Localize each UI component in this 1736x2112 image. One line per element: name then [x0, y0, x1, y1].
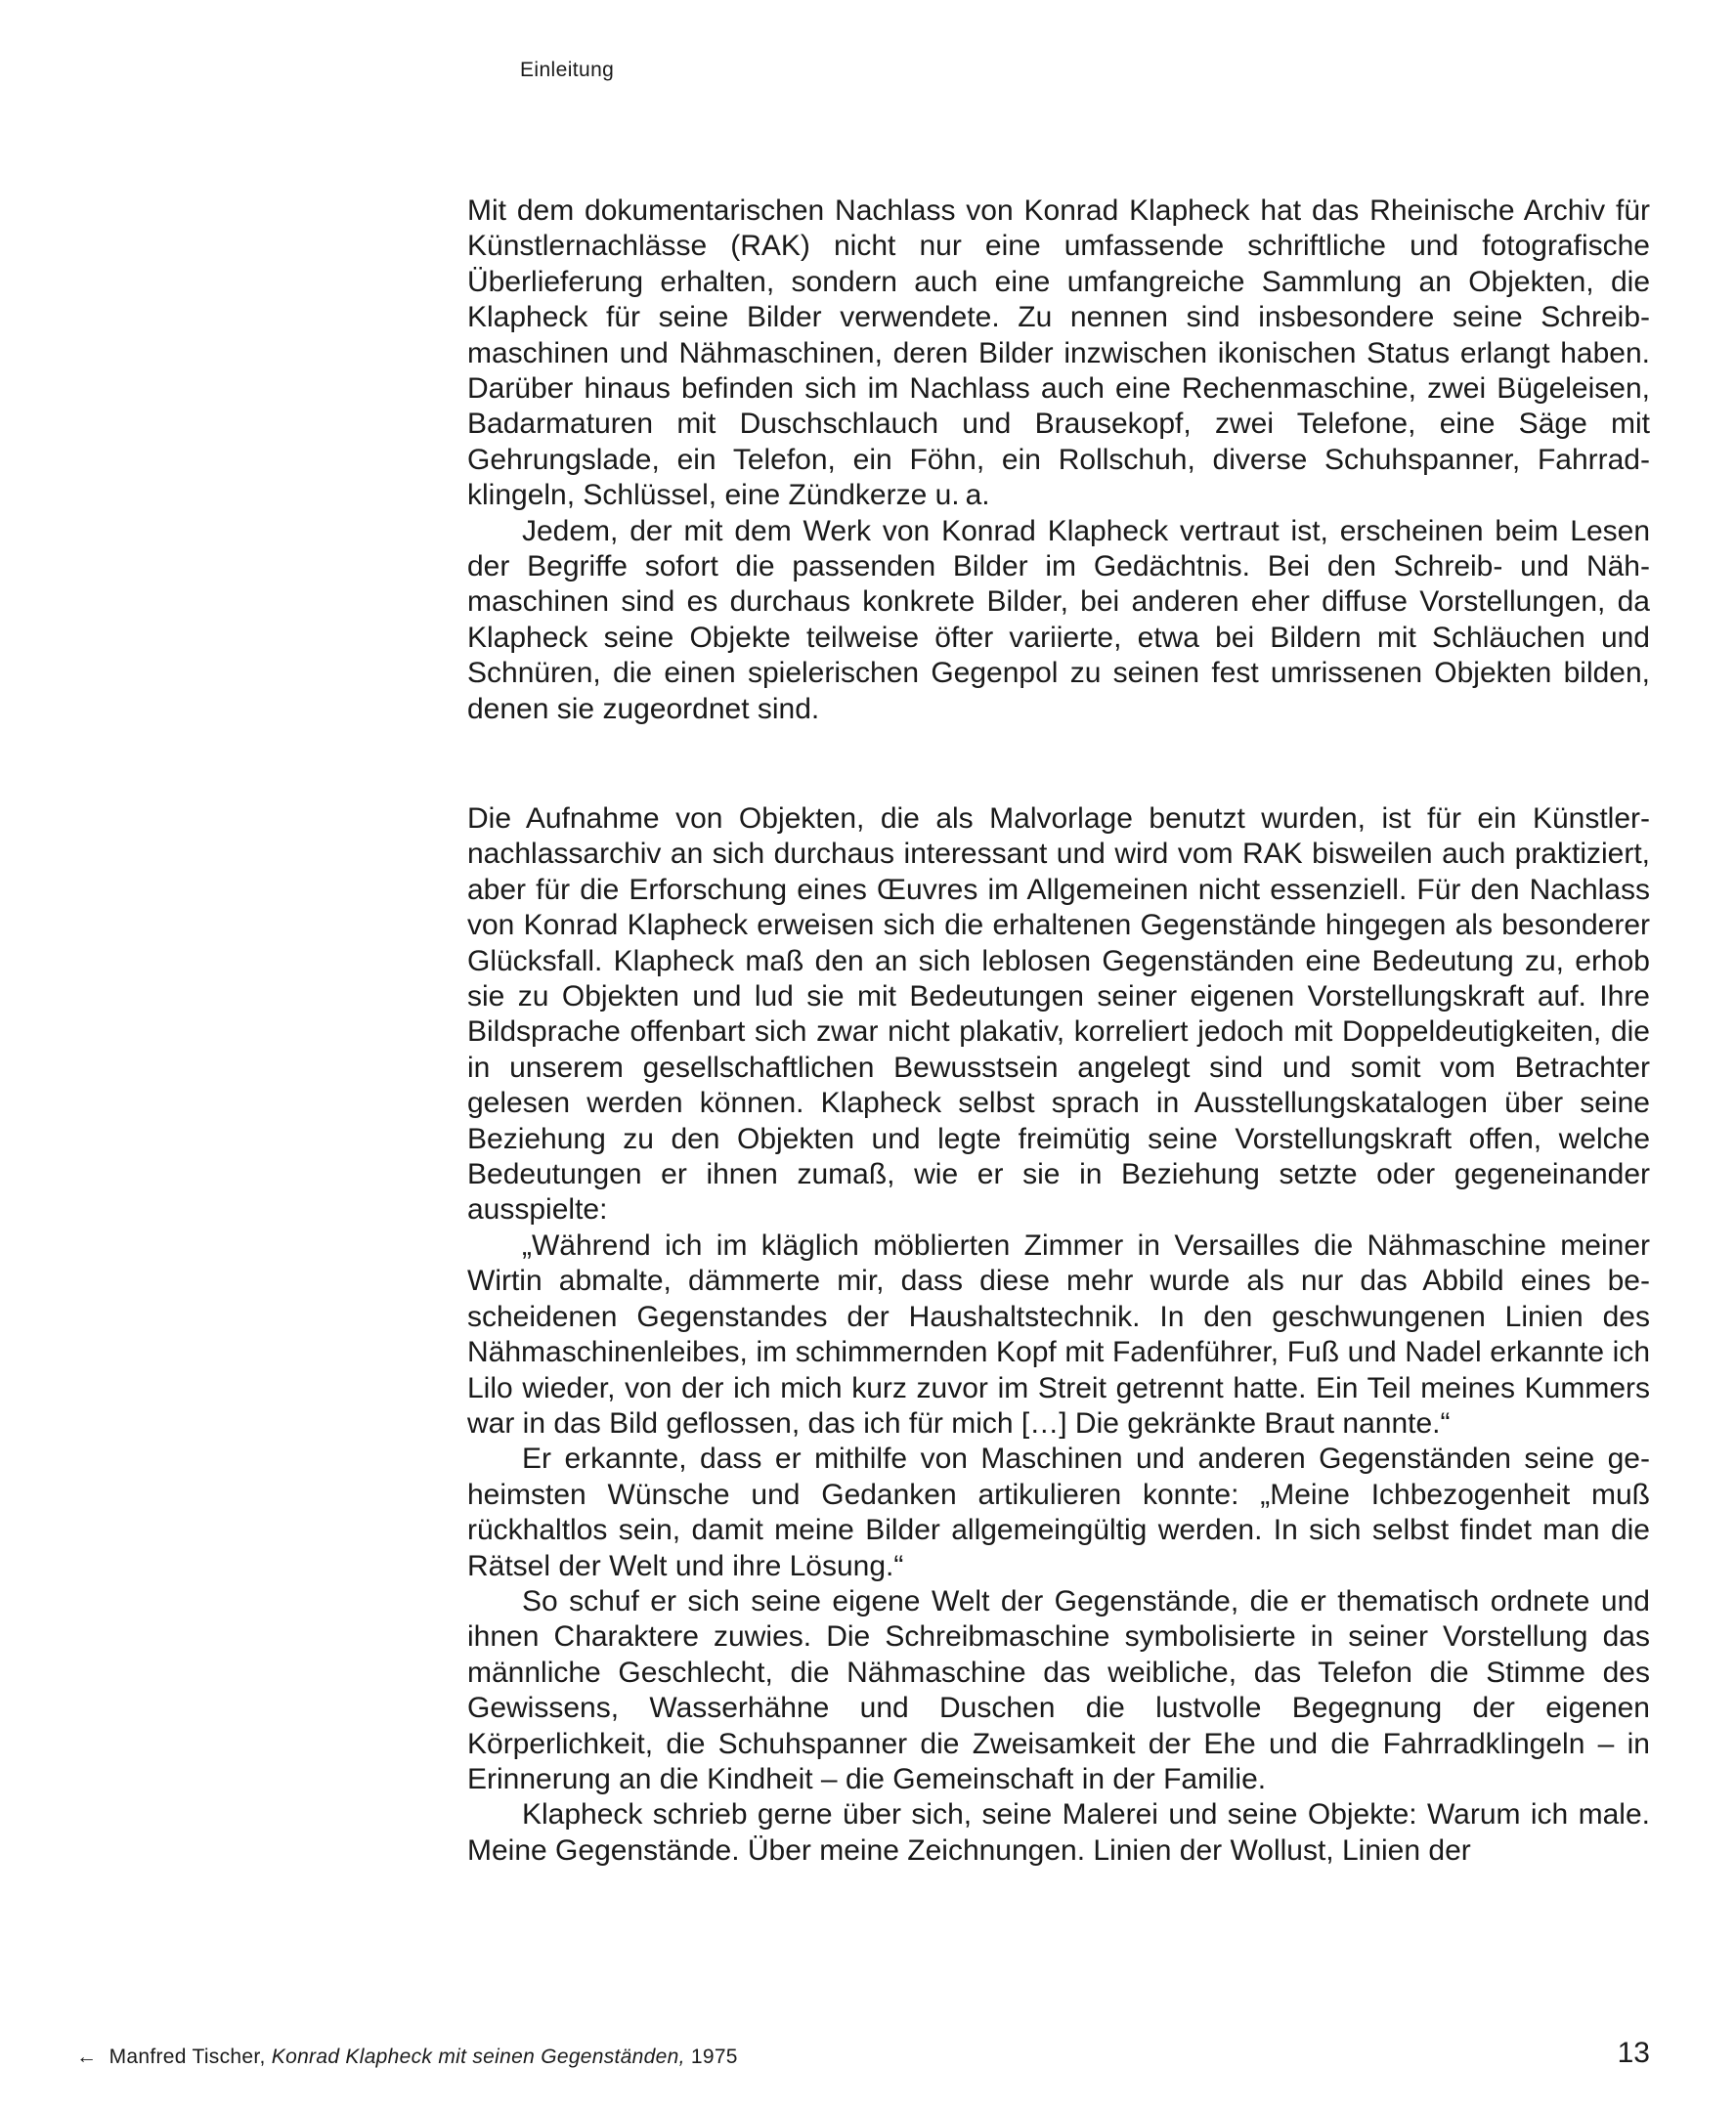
paragraph: Die Aufnahme von Objekten, die als Malvorlage benutzt wurden, ist für ein Künstlernachlassarchiv an sich durchaus interessant und wird vom RAK bisweilen auch praktiziert, aber für die Erforschung eines Œuvres im Allgemeinen nicht essenziell. Für den Nachlass von Konrad Klapheck erweisen sich die erhaltenen Gegenstände hingegen als besonderer Glücksfall. Klapheck maß den an sich leblosen Gegenständen eine Bedeutung zu, erhob sie zu Objekten und lud sie mit Bedeutungen seiner eigenen Vorstellungskraft auf. Ihre Bildsprache offenbart sich zwar nicht plakativ, korreliert jedoch mit Doppeldeutigkeiten, die in unserem gesellschaftlichen Bewusstsein angelegt sind und somit vom Betrachter gelesen werden können. Klapheck selbst sprach in Ausstellungskatalogen über seine Beziehung zu den Objekten und legte freimütig seine Vorstellungskraft offen, welche Bedeutungen er ihnen zumaß, wie er sie in Beziehung setzte oder gegeneinander ausspielte:: [467, 802, 1650, 1227]
left-arrow-icon: ←: [76, 2046, 98, 2068]
caption-title: Konrad Klapheck mit seinen Gegenständen,: [271, 2046, 685, 2068]
running-header: Einleitung: [520, 59, 615, 81]
paragraph: Er erkannte, dass er mithilfe von Maschinen und anderen Gegenständen seine geheimsten Wünsche und Gedanken artikulieren konnte: „Meine Ichbezogenheit muß rückhaltlos sein, damit meine Bilder allgemeingültig werden. In sich selbst findet man die Rätsel der Welt und ihre Lösung.“: [467, 1443, 1650, 1582]
quote-paragraph: „Während ich im kläglich möblierten Zimmer in Versailles die Nähmaschine meiner Wirtin abmalte, dämmerte mir, dass diese mehr wurde als nur das Abbild eines bescheidenen Gegenstandes der Haushaltstechnik. In den geschwungenen Linien des Nähmaschinenleibes, im schimmernden Kopf mit Fadenführer, Fuß und Nadel erkannte ich Lilo wieder, von der ich mich kurz zuvor im Streit getrennt hatte. Ein Teil meines Kummers war in das Bild geflossen, das ich für mich […] Die gekränkte Braut nannte.“: [467, 1228, 1650, 1440]
page-number: 13: [1617, 2037, 1650, 2069]
image-caption: [76, 2046, 738, 2069]
text-section-2: [467, 801, 1650, 1869]
paragraph: Jedem, der mit dem Werk von Konrad Klapheck vertraut ist, erscheinen beim Lesen der Begriffe sofort die passenden Bilder im Gedächtnis. Bei den Schreib- und Nähmaschinen sind es durchaus konkrete Bilder, bei anderen eher diffuse Vorstellungen, da Klapheck seine Objekte teilweise öfter variierte, etwa bei Bildern mit Schläuchen und Schnüren, die einen spielerischen Gegenpol zu seinen fest umrissenen Objekten bilden, denen sie zugeordnet sind.: [467, 514, 1650, 725]
paragraph: Mit dem dokumentarischen Nachlass von Konrad Klapheck hat das Rheinische Archiv für Künstlernachlässe (RAK) nicht nur eine umfassende schriftliche und fotografische Überlieferung erhalten, sondern auch eine umfangreiche Sammlung an Objekten, die Klapheck für seine Bilder verwendete. Zu nennen sind insbesondere seine Schreibmaschinen und Nähmaschinen, deren Bilder inzwischen ikonischen Status erlangt haben. Darüber hinaus befinden sich im Nachlass auch eine Rechenmaschine, zwei Bügeleisen, Badarmaturen mit Duschschlauch und Brausekopf, zwei Telefone, eine Säge mit Gehrungslade, ein Telefon, ein Föhn, ein Rollschuh, diverse Schuhspanner, Fahrradklingeln, Schlüssel, eine Zündkerze u. a.: [467, 194, 1650, 512]
text-section-1: [467, 194, 1650, 727]
paragraph: So schuf er sich seine eigene Welt der Gegenstände, die er thematisch ordnete und ihnen Charaktere zuwies. Die Schreibmaschine symbolisierte in seiner Vorstellung das männliche Geschlecht, die Nähmaschine das weibliche, das Telefon die Stimme des Gewissens, Wasserhähne und Duschen die lustvolle Begegnung der eigenen Körperlichkeit, die Schuhspanner die Zweisamkeit der Ehe und die Fahrradklingeln – in Erinnerung an die Kindheit – die Gemeinschaft in der Familie.: [467, 1584, 1650, 1795]
paragraph: Klapheck schrieb gerne über sich, seine Malerei und seine Objekte: Warum ich male. Meine Gegenstände. Über meine Zeichnungen. Linien der Wollust, Linien der: [467, 1798, 1650, 1867]
caption-year: 1975: [690, 2046, 738, 2068]
caption-author: Manfred Tischer,: [108, 2046, 266, 2068]
